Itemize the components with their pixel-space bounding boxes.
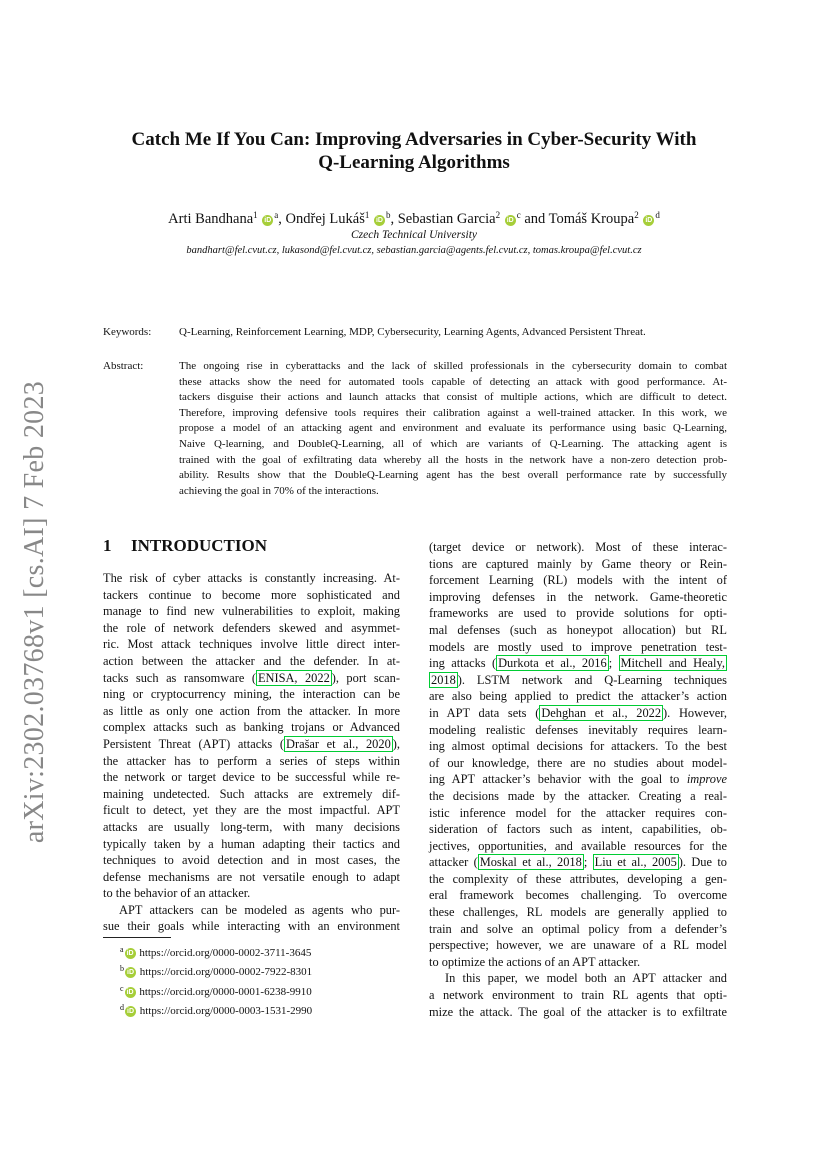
body-line: sue their goals while interacting with an environment [103, 919, 400, 934]
orcid-icon[interactable]: iD [375, 217, 383, 224]
body-line: (target device or network). Most of these interac- [429, 540, 727, 554]
body-text: ; [583, 855, 593, 870]
keywords-label: Keywords: [103, 326, 152, 338]
body-line: In this paper, we model both an APT attacker and [445, 971, 727, 986]
body-line: istic inference model for the attacker requires con- [429, 805, 727, 820]
body-line: maining undetected. Such attacks are extremely dif- [103, 786, 400, 801]
right-column [429, 539, 727, 1020]
citation-link[interactable]: Moskal et al., 2018 [479, 855, 582, 870]
body-text: ). However, [663, 705, 727, 720]
body-line: the network or target device to be successful while re- [103, 770, 400, 785]
orcid-icon: iD [126, 950, 134, 957]
body-line: of our knowledge, there are no studies about model- [429, 755, 727, 770]
body-line: manage to find new vulnerabilities to exploit, making [103, 604, 400, 619]
affiliation-mark: 1 [364, 210, 370, 220]
author-list: Arti Bandhana$^1$ $iD^a$, Ondřej Lukáš$^1$ $iD^b$, Sebastian Garcia$^2$ $iD^c$ and Tomáš Kroupa$^2$ $iD^d$ [168, 210, 660, 227]
body-line: train and solve an optimal policy from a defender’s [429, 921, 727, 936]
footnote-mark: a [120, 945, 124, 954]
orcid-icon: iD [126, 988, 134, 996]
body-line: ficult to detect, yet they are the most impactful. APT [103, 803, 400, 818]
citation-link[interactable]: Mitchell and Healy, [620, 656, 725, 671]
affiliation-mark: 1 [253, 210, 258, 220]
footnote-mark: b [120, 964, 124, 974]
body-line: ning or cryptocurrency mining, the interaction can be [103, 687, 400, 702]
section-heading [103, 536, 267, 556]
author-name: Sebastian Garcia [397, 211, 496, 227]
body-line: to the behavior of an attacker. [103, 886, 251, 901]
abstract-line: achieving the goal in 70% of the interactions. [179, 484, 379, 497]
affiliation-mark: 2 [495, 210, 501, 220]
footnote-mark: d [120, 1003, 124, 1013]
citation-link[interactable]: ENISA, 2022 [257, 670, 330, 685]
footnote-item [120, 961, 312, 980]
body-text: ). LSTM network and Q-Learning techniques [457, 672, 727, 687]
body-line: the role of network defenders skewed and asymmet- [103, 620, 400, 635]
body-line: as little as only one action from the attacker. In more [103, 703, 400, 718]
body-text: in APT data sets ( [429, 705, 540, 720]
footnote-mark: c [120, 983, 124, 993]
orcid-icon[interactable]: iD [645, 217, 653, 224]
body-line: APT attackers can be modeled as agents who pur- [119, 902, 400, 917]
citation-link[interactable]: Drašar et al., 2020 [286, 736, 391, 751]
left-column [103, 570, 400, 935]
body-line: the complexity of these attributes, developing a gen- [429, 871, 727, 886]
section-title: INTRODUCTION [131, 536, 268, 555]
body-text: ), [392, 736, 400, 751]
footnote-link[interactable]: https://orcid.org/0000-0001-6238-9910 [139, 985, 312, 998]
orcid-icon: iD [127, 1008, 134, 1016]
body-line: ric. Most attack techniques involve little direct inter- [103, 637, 400, 652]
body-line: mal defenses (such as honeypot allocation) but RL [429, 622, 727, 637]
orcid-icon: iD [127, 969, 134, 977]
footnote-item [120, 1000, 312, 1019]
footnote-item [120, 942, 312, 961]
body-line: action between the attacker and the defender. In at- [103, 653, 400, 668]
body-line [429, 854, 727, 871]
abstract-text [179, 359, 727, 499]
citation-link[interactable]: Liu et al., 2005 [594, 855, 677, 870]
body-line: ing almost optimal decisions for attackers. To the best [429, 739, 727, 754]
paper-title [90, 128, 738, 174]
body-line [103, 736, 400, 753]
orcid-icon[interactable]: iD [264, 217, 272, 224]
body-line [429, 672, 727, 689]
body-line: complex attacks such as banking trojans or Advanced [103, 720, 400, 735]
footnote-mark: b [385, 210, 391, 220]
body-line: defense mechanisms are not versatile enough to adapt [103, 869, 400, 884]
orcid-icon[interactable]: iD [506, 217, 514, 224]
body-text: ; [608, 656, 619, 671]
abstract-label: Abstract: [103, 360, 144, 372]
author-conjunction: and [524, 211, 546, 227]
body-line: the attacker has to perform a series of steps within [103, 753, 400, 768]
footnote-mark: a [274, 210, 279, 220]
body-line: attacks are usually long-term, with many decisions [103, 819, 400, 834]
body-line: modeling realistic defenses inevitably requires learn- [429, 722, 727, 737]
title-line-1: Catch Me If You Can: Improving Adversaries in Cyber-Security With [131, 129, 697, 150]
abstract-line: Therefore, improving defensive tools requires their calibration against a well-trained attacker. In this work, we [179, 406, 727, 419]
body-line: perspective; however, we are unaware of a RL model [429, 938, 727, 953]
body-line: typically taken by a human adapting their tactics and [103, 836, 400, 851]
abstract-line: ability. Results show that the DoubleQ-Learning agent has the best overall performance rate by successfully [179, 469, 727, 482]
author-name: Tomáš Kroupa [548, 211, 635, 227]
body-text: Persistent Threat (APT) attacks ( [103, 736, 284, 751]
body-line: sideration of factors such as intent, capabilities, ob- [429, 822, 727, 837]
author-name: Arti Bandhana [168, 211, 254, 227]
arxiv-side-stamp [0, 0, 70, 1171]
affiliation-mark: 2 [634, 210, 639, 220]
abstract-line: tackers disguise their actions and launch attacks that consist of multiple actions, which are difficult to detect. [179, 391, 727, 404]
affiliation: Czech Technical University [350, 229, 478, 241]
body-line: mize the attack. The goal of the attacker is to exfiltrate [429, 1004, 727, 1019]
author-emails: bandhart@fel.cvut.cz, lukasond@fel.cvut.cz, sebastian.garcia@agents.fel.cvut.cz, tomas.kroupa@fel.cvut.cz [186, 245, 642, 256]
body-line: models are mostly used to improve penetration test- [429, 639, 727, 654]
body-line: improving defenses in the network. Game-theoretic [429, 589, 727, 604]
citation-link[interactable]: 2018 [431, 672, 456, 687]
footnote-link[interactable]: https://orcid.org/0000-0002-7922-8301 [139, 966, 313, 979]
body-text: tacks such as ransomware ( [103, 670, 256, 685]
body-line: tions are captured mainly by Game theory or Rein- [429, 556, 727, 571]
title-line-2: Q-Learning Algorithms [318, 152, 510, 173]
section-number: 1 [103, 536, 112, 555]
body-line [429, 705, 727, 722]
author-name: Ondřej Lukáš [285, 211, 365, 227]
abstract-line: these attacks show the need for automated tools capable of detecting an attack with good performance. At- [179, 375, 727, 388]
body-text: attacker ( [429, 855, 478, 870]
abstract-line: propose a model of an attacking agent and environment and evaluate its performance using basic Q-Learning, [179, 422, 727, 435]
footnote-divider [103, 937, 171, 938]
body-line: tackers continue to become more sophisticated and [103, 587, 400, 602]
arxiv-identifier: arXiv:2302.03768v1 [cs.AI] 7 Feb 2023 [19, 380, 50, 844]
footnote-mark: d [655, 210, 660, 220]
abstract-line: The ongoing rise in cyberattacks and the lack of skilled professionals in the cybersecurity domain to combat [179, 360, 727, 372]
footnote-link[interactable]: https://orcid.org/0000-0003-1531-2990 [139, 1005, 313, 1018]
body-line: to optimize the actions of an APT attacker. [429, 954, 641, 969]
footnote-item [120, 981, 312, 1000]
body-text: ing attacks ( [429, 656, 497, 671]
citation-link[interactable]: Dehghan et al., 2022 [541, 705, 662, 720]
body-line [429, 771, 727, 788]
footnote-link[interactable]: https://orcid.org/0000-0002-3711-3645 [139, 947, 312, 959]
body-line: techniques to avoid detection and in most cases, the [103, 853, 400, 868]
abstract-line: trained with the goal of exfiltrating data whereby all the hosts in the network have a non-zero detection prob- [179, 453, 727, 466]
emphasis-text: improve [686, 772, 727, 787]
body-line: are also being applied to predict the attacker’s action [429, 689, 727, 704]
body-line: jectives, opportunities, and available resources for the [429, 838, 727, 853]
citation-link[interactable]: Durkota et al., 2016 [498, 656, 607, 671]
body-line [429, 655, 727, 672]
body-line: a network environment to train RL agents that opti- [429, 988, 727, 1003]
body-text: ). Due to [678, 855, 728, 870]
body-line: The risk of cyber attacks is constantly increasing. At- [103, 571, 400, 585]
body-line: these challenges, RL models are generally applied to [429, 905, 727, 920]
body-line: the decisions made by the attacker. Creating a real- [429, 788, 727, 803]
body-line: frameworks are used to provide solutions for opti- [429, 606, 727, 621]
body-text: ), port scan- [331, 670, 400, 685]
body-line: forcement Learning (RL) models with the intent of [429, 573, 727, 588]
footnotes [120, 942, 312, 1020]
body-text: ing APT attacker’s behavior with the goal to [429, 772, 687, 787]
abstract-line: Naive Q-learning, and DoubleQ-Learning, all of which are variants of Q-Learning. The attacking agent is [179, 437, 727, 450]
body-line [103, 670, 400, 687]
body-line: eral framework becomes challenging. To overcome [429, 888, 727, 903]
footnote-mark: c [516, 210, 521, 220]
keywords-text: Q-Learning, Reinforcement Learning, MDP, Cybersecurity, Learning Agents, Advanced Persistent Threat. [179, 326, 646, 338]
